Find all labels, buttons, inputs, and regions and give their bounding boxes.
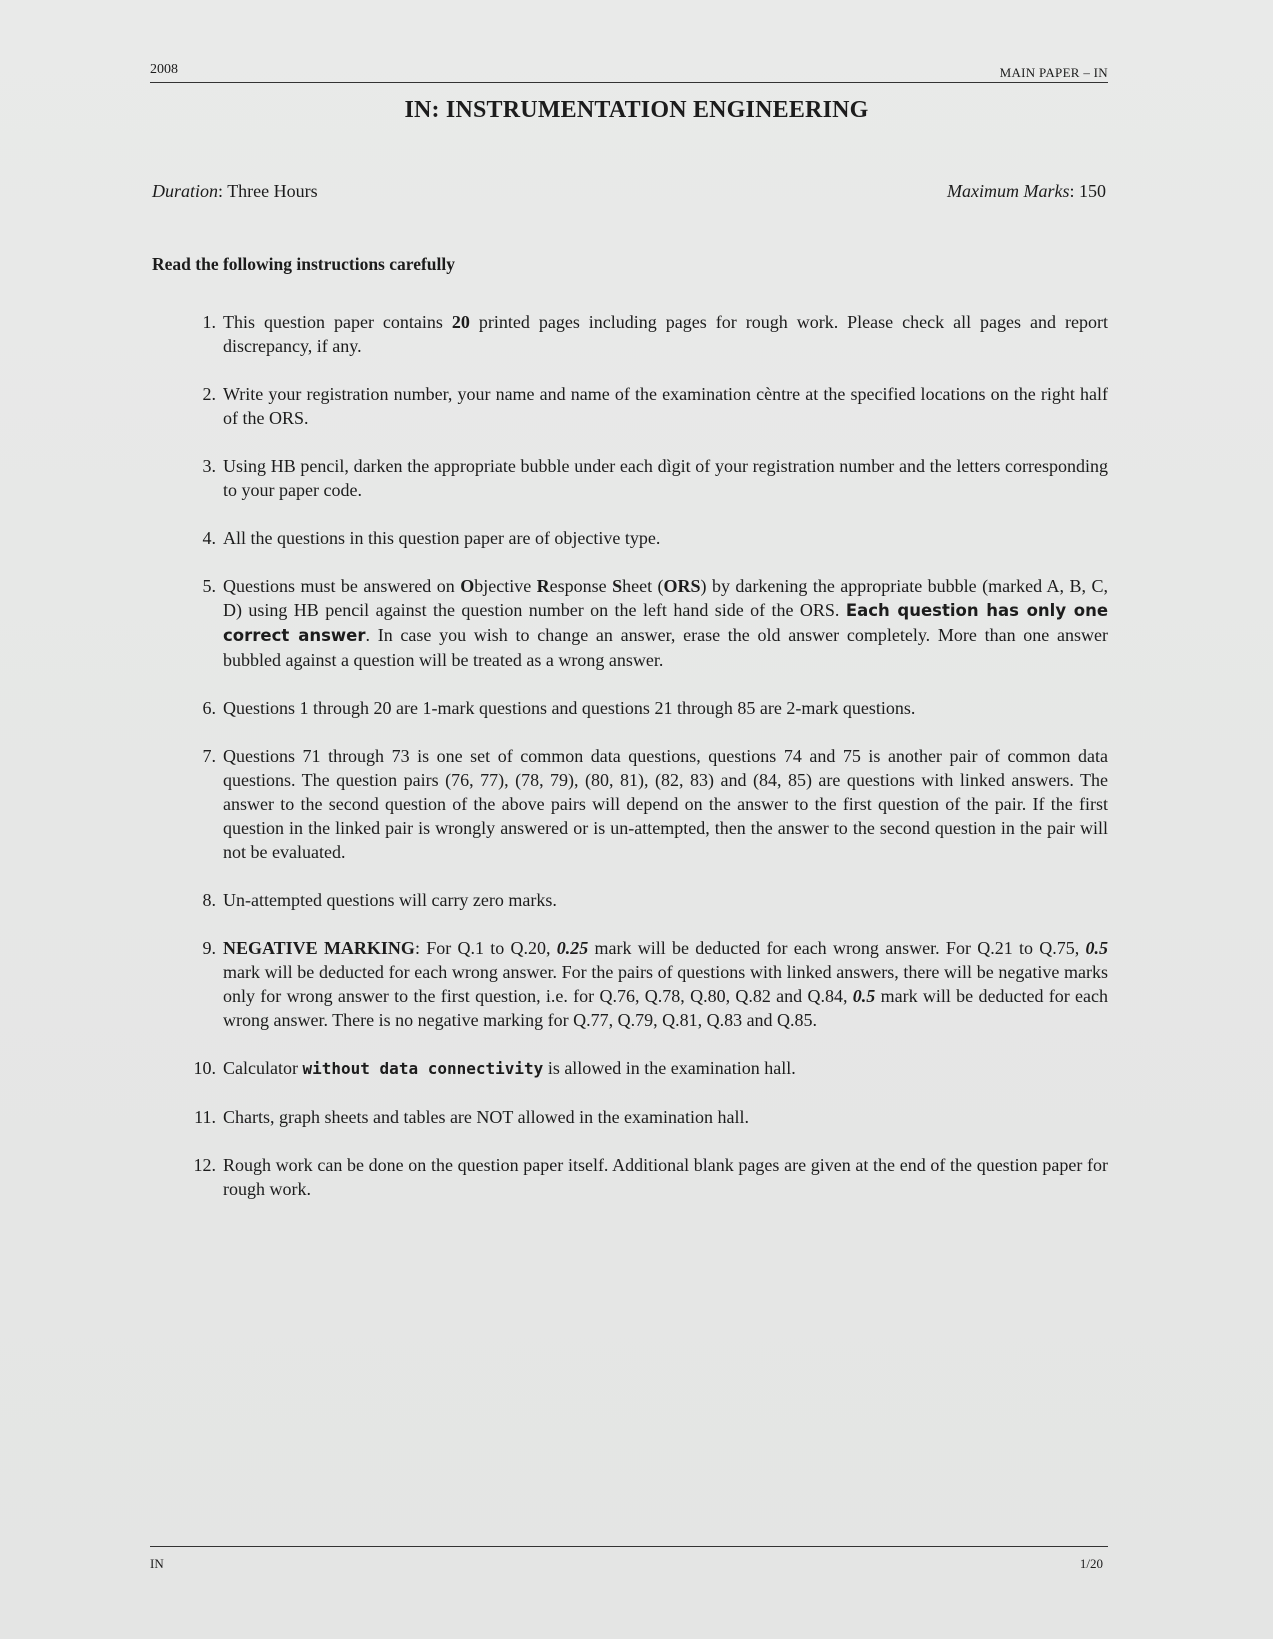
instruction-number: 2. — [202, 384, 216, 404]
instruction-text-segment: Questions must be answered on — [223, 576, 461, 596]
instruction-item — [152, 310, 1108, 358]
instruction-item — [152, 1153, 1108, 1201]
header-rule — [150, 82, 1108, 83]
instruction-text-segment: Write your registration number, your name and name of the examination cèntre at the specified locations on the right half of the ORS. — [223, 384, 1108, 428]
instruction-text — [223, 744, 1108, 864]
instruction-text-segment: NEGATIVE MARKING — [223, 938, 415, 958]
instruction-text — [223, 1056, 1108, 1081]
instruction-text-segment: S — [612, 576, 623, 596]
instruction-item — [152, 1105, 1108, 1129]
instruction-item — [152, 936, 1108, 1032]
instruction-text-segment: ) by darkening the appropriate bubble (marked A, B, C, D) using HB pencil against the question number on the left hand side of the ORS. — [223, 576, 1108, 620]
instructions-list — [152, 310, 1108, 1201]
footer-page-number: 1/20 — [1079, 1556, 1103, 1571]
instruction-text — [223, 382, 1108, 430]
instruction-text-segment: ORS — [663, 576, 701, 596]
instruction-item — [152, 574, 1108, 672]
instruction-item — [152, 696, 1108, 720]
instruction-text-segment: 0.5 — [1085, 938, 1108, 958]
instruction-number: 12. — [193, 1155, 216, 1175]
instruction-text-segment: Using HB pencil, darken the appropriate bubble under each dìgit of your registration number and the letters corresponding to your paper code. — [223, 456, 1108, 500]
instruction-number: 3. — [202, 456, 216, 476]
instruction-text — [223, 696, 1108, 720]
instruction-text-segment: . In case you wish to change an answer, erase the old answer completely. More than one answer bubbled against a question will be treated as a wrong answer. — [223, 625, 1108, 670]
instruction-text-segment: mark will be deducted for each wrong answer. For the pairs of questions with linked answers, there will be negative marks only for wrong answer to the first question, i.e. for Q.76, Q.78, Q.80, Q.82 and Q.84, — [223, 962, 1108, 1006]
instruction-text-segment: esponse — [549, 576, 613, 596]
footer-rule — [150, 1546, 1108, 1547]
instruction-number: 8. — [202, 890, 216, 910]
marks-label: Maximum Marks — [947, 181, 1070, 201]
instruction-text-segment: R — [536, 576, 550, 596]
duration-label: Duration — [152, 181, 219, 201]
instruction-number: 11. — [194, 1107, 216, 1127]
instruction-item — [152, 382, 1108, 430]
instruction-number: 1. — [202, 312, 216, 332]
instruction-number: 6. — [202, 698, 216, 718]
instruction-text-segment: Un-attempted questions will carry zero marks. — [223, 890, 557, 910]
instruction-text-segment: printed pages including pages for rough work. Please check all pages and report discrepancy, if any. — [223, 312, 1108, 356]
instruction-item — [152, 744, 1108, 864]
duration-value: : Three Hours — [218, 181, 318, 201]
instruction-text — [223, 526, 1108, 550]
header-year: 2008 — [150, 62, 178, 77]
instruction-text — [223, 1105, 1108, 1129]
instruction-text — [223, 888, 1108, 912]
header-paper: MAIN PAPER – IN — [999, 65, 1108, 80]
instruction-text — [223, 574, 1108, 672]
instruction-text-segment: is allowed in the examination hall. — [543, 1058, 796, 1078]
instruction-text-segment: bjective — [474, 576, 537, 596]
maximum-marks — [947, 181, 1106, 202]
instruction-text-segment: without data connectivity — [302, 1059, 544, 1078]
instruction-text — [223, 1153, 1108, 1201]
instruction-text — [223, 310, 1108, 358]
instruction-text-segment: Charts, graph sheets and tables are NOT allowed in the examination hall. — [223, 1107, 750, 1127]
instruction-item — [152, 526, 1108, 550]
instruction-item — [152, 454, 1108, 502]
instruction-text-segment: Questions 1 through 20 are 1-mark questions and questions 21 through 85 are 2-mark questions. — [223, 698, 916, 718]
instruction-number: 5. — [202, 576, 216, 596]
instruction-text-segment: 20 — [451, 312, 470, 332]
duration — [152, 181, 318, 202]
instruction-number: 10. — [193, 1058, 216, 1078]
instruction-text-segment: Each question has only one correct answer — [223, 601, 1109, 645]
marks-value: : 150 — [1069, 181, 1106, 201]
instruction-text-segment: heet ( — [622, 576, 664, 596]
instruction-text-segment: Rough work can be done on the question paper itself. Additional blank pages are given at the end of the question paper for rough work. — [223, 1155, 1108, 1199]
instruction-number: 9. — [202, 938, 216, 958]
instruction-text-segment: O — [460, 576, 475, 596]
instruction-item — [152, 1056, 1108, 1081]
instruction-text-segment: 0.25 — [556, 938, 589, 958]
instruction-text-segment: This question paper contains — [223, 312, 452, 332]
instruction-text-segment: : For Q.1 to Q.20, — [414, 938, 557, 958]
instruction-number: 4. — [202, 528, 216, 548]
instruction-item — [152, 888, 1108, 912]
instruction-number: 7. — [202, 746, 216, 766]
instruction-text — [223, 454, 1108, 502]
instruction-text-segment: mark will be deducted for each wrong answer. For Q.21 to Q.75, — [588, 938, 1086, 958]
page-title: IN: INSTRUMENTATION ENGINEERING — [404, 97, 869, 123]
instruction-text-segment: Questions 71 through 73 is one set of common data questions, questions 74 and 75 is another pair of common data questions. The question pairs (76, 77), (78, 79), (80, 81), (82, 83) and (84, 85) are questions with linked answers. The answer to the second question of the above pairs will depend on the answer to the first question of the pair. If the first question in the linked pair is wrongly answered or is un-attempted, then the answer to the second question in the pair will not be evaluated. — [223, 746, 1108, 862]
instruction-text-segment: All the questions in this question paper are of objective type. — [223, 528, 661, 548]
instruction-text — [223, 936, 1108, 1032]
instruction-text-segment: mark will be deducted for each wrong answer. There is no negative marking for Q.77, Q.79, Q.81, Q.83 and Q.85. — [223, 986, 1109, 1030]
instruction-text-segment: Calculator — [223, 1058, 303, 1078]
footer-paper-code: IN — [150, 1556, 164, 1571]
instructions-heading: Read the following instructions carefully — [152, 254, 456, 274]
instruction-text-segment: 0.5 — [852, 986, 876, 1006]
